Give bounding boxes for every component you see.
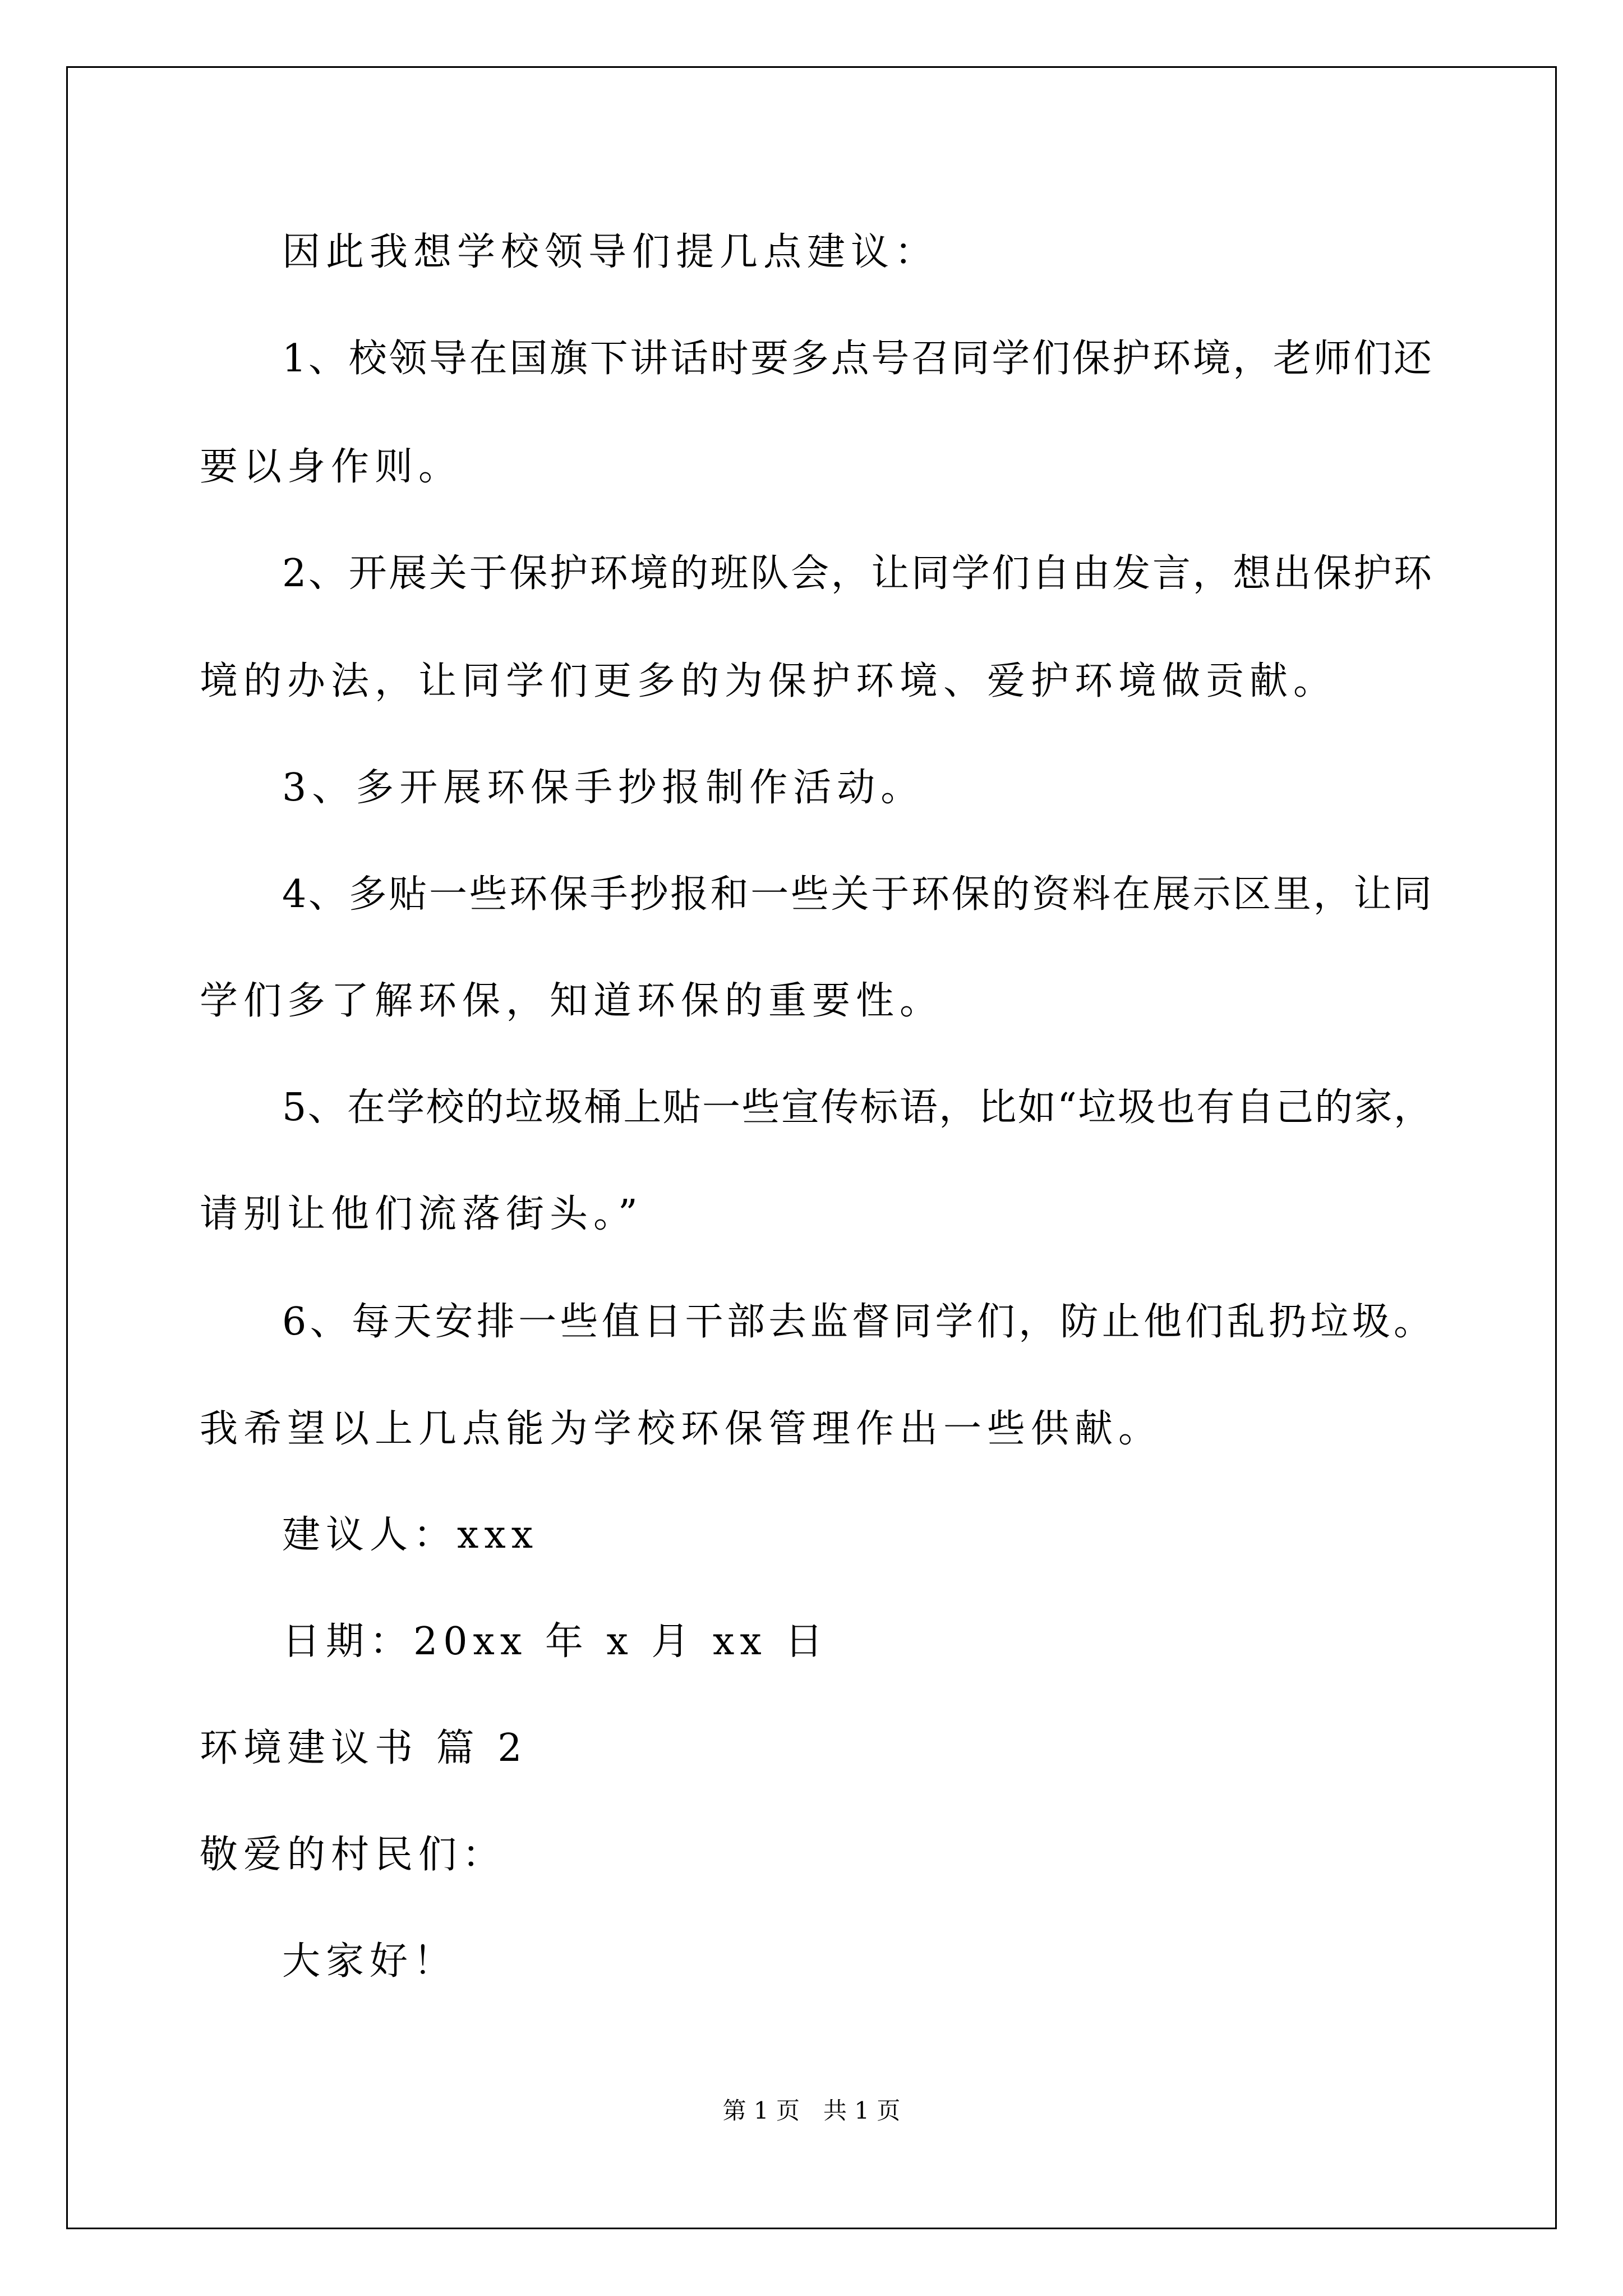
page-footer: 第 1 页 共 1 页 — [722, 2097, 901, 2124]
paragraph-suggestion-5-line-1: 5、在学校的垃圾桶上贴一些宣传标语，比如“垃圾也有自己的家， — [282, 1085, 1432, 1130]
greeting: 大家好！ — [282, 1939, 458, 1984]
salutation: 敬爱的村民们： — [200, 1833, 506, 1877]
paragraph-suggestion-4-line-2: 学们多了解环保，知道环保的重要性。 — [200, 979, 944, 1023]
paragraph-suggestion-1-line-1: 1、校领导在国旗下讲话时要多点号召同学们保护环境，老师们还 — [282, 337, 1432, 381]
paragraph-suggestion-4-line-1: 4、多贴一些环保手抄报和一些关于环保的资料在展示区里，让同 — [282, 872, 1432, 917]
page-border — [66, 66, 1557, 2229]
paragraph-suggestion-1-line-2: 要以身作则。 — [200, 445, 463, 489]
signature-proposer: 建议人：xxx — [282, 1513, 539, 1557]
paragraph-suggestion-5-line-2: 请别让他们流落街头。” — [200, 1192, 643, 1236]
section-heading: 环境建议书 篇 2 — [200, 1726, 528, 1770]
paragraph-suggestion-6-line-1: 6、每天安排一些值日干部去监督同学们，防止他们乱扔垃圾。 — [282, 1300, 1432, 1344]
paragraph-suggestion-2-line-1: 2、开展关于保护环境的班队会，让同学们自由发言，想出保护环 — [282, 551, 1432, 596]
paragraph-suggestion-3: 3、多开展环保手抄报制作活动。 — [282, 766, 925, 810]
paragraph-suggestion-2-line-2: 境的办法，让同学们更多的为保护环境、爱护环境做贡献。 — [200, 659, 1338, 703]
paragraph-intro: 因此我想学校领导们提几点建议： — [282, 230, 939, 274]
paragraph-conclusion: 我希望以上几点能为学校环保管理作出一些供献。 — [200, 1407, 1163, 1451]
signature-date: 日期：20xx 年 x 月 xx 日 — [282, 1619, 829, 1664]
